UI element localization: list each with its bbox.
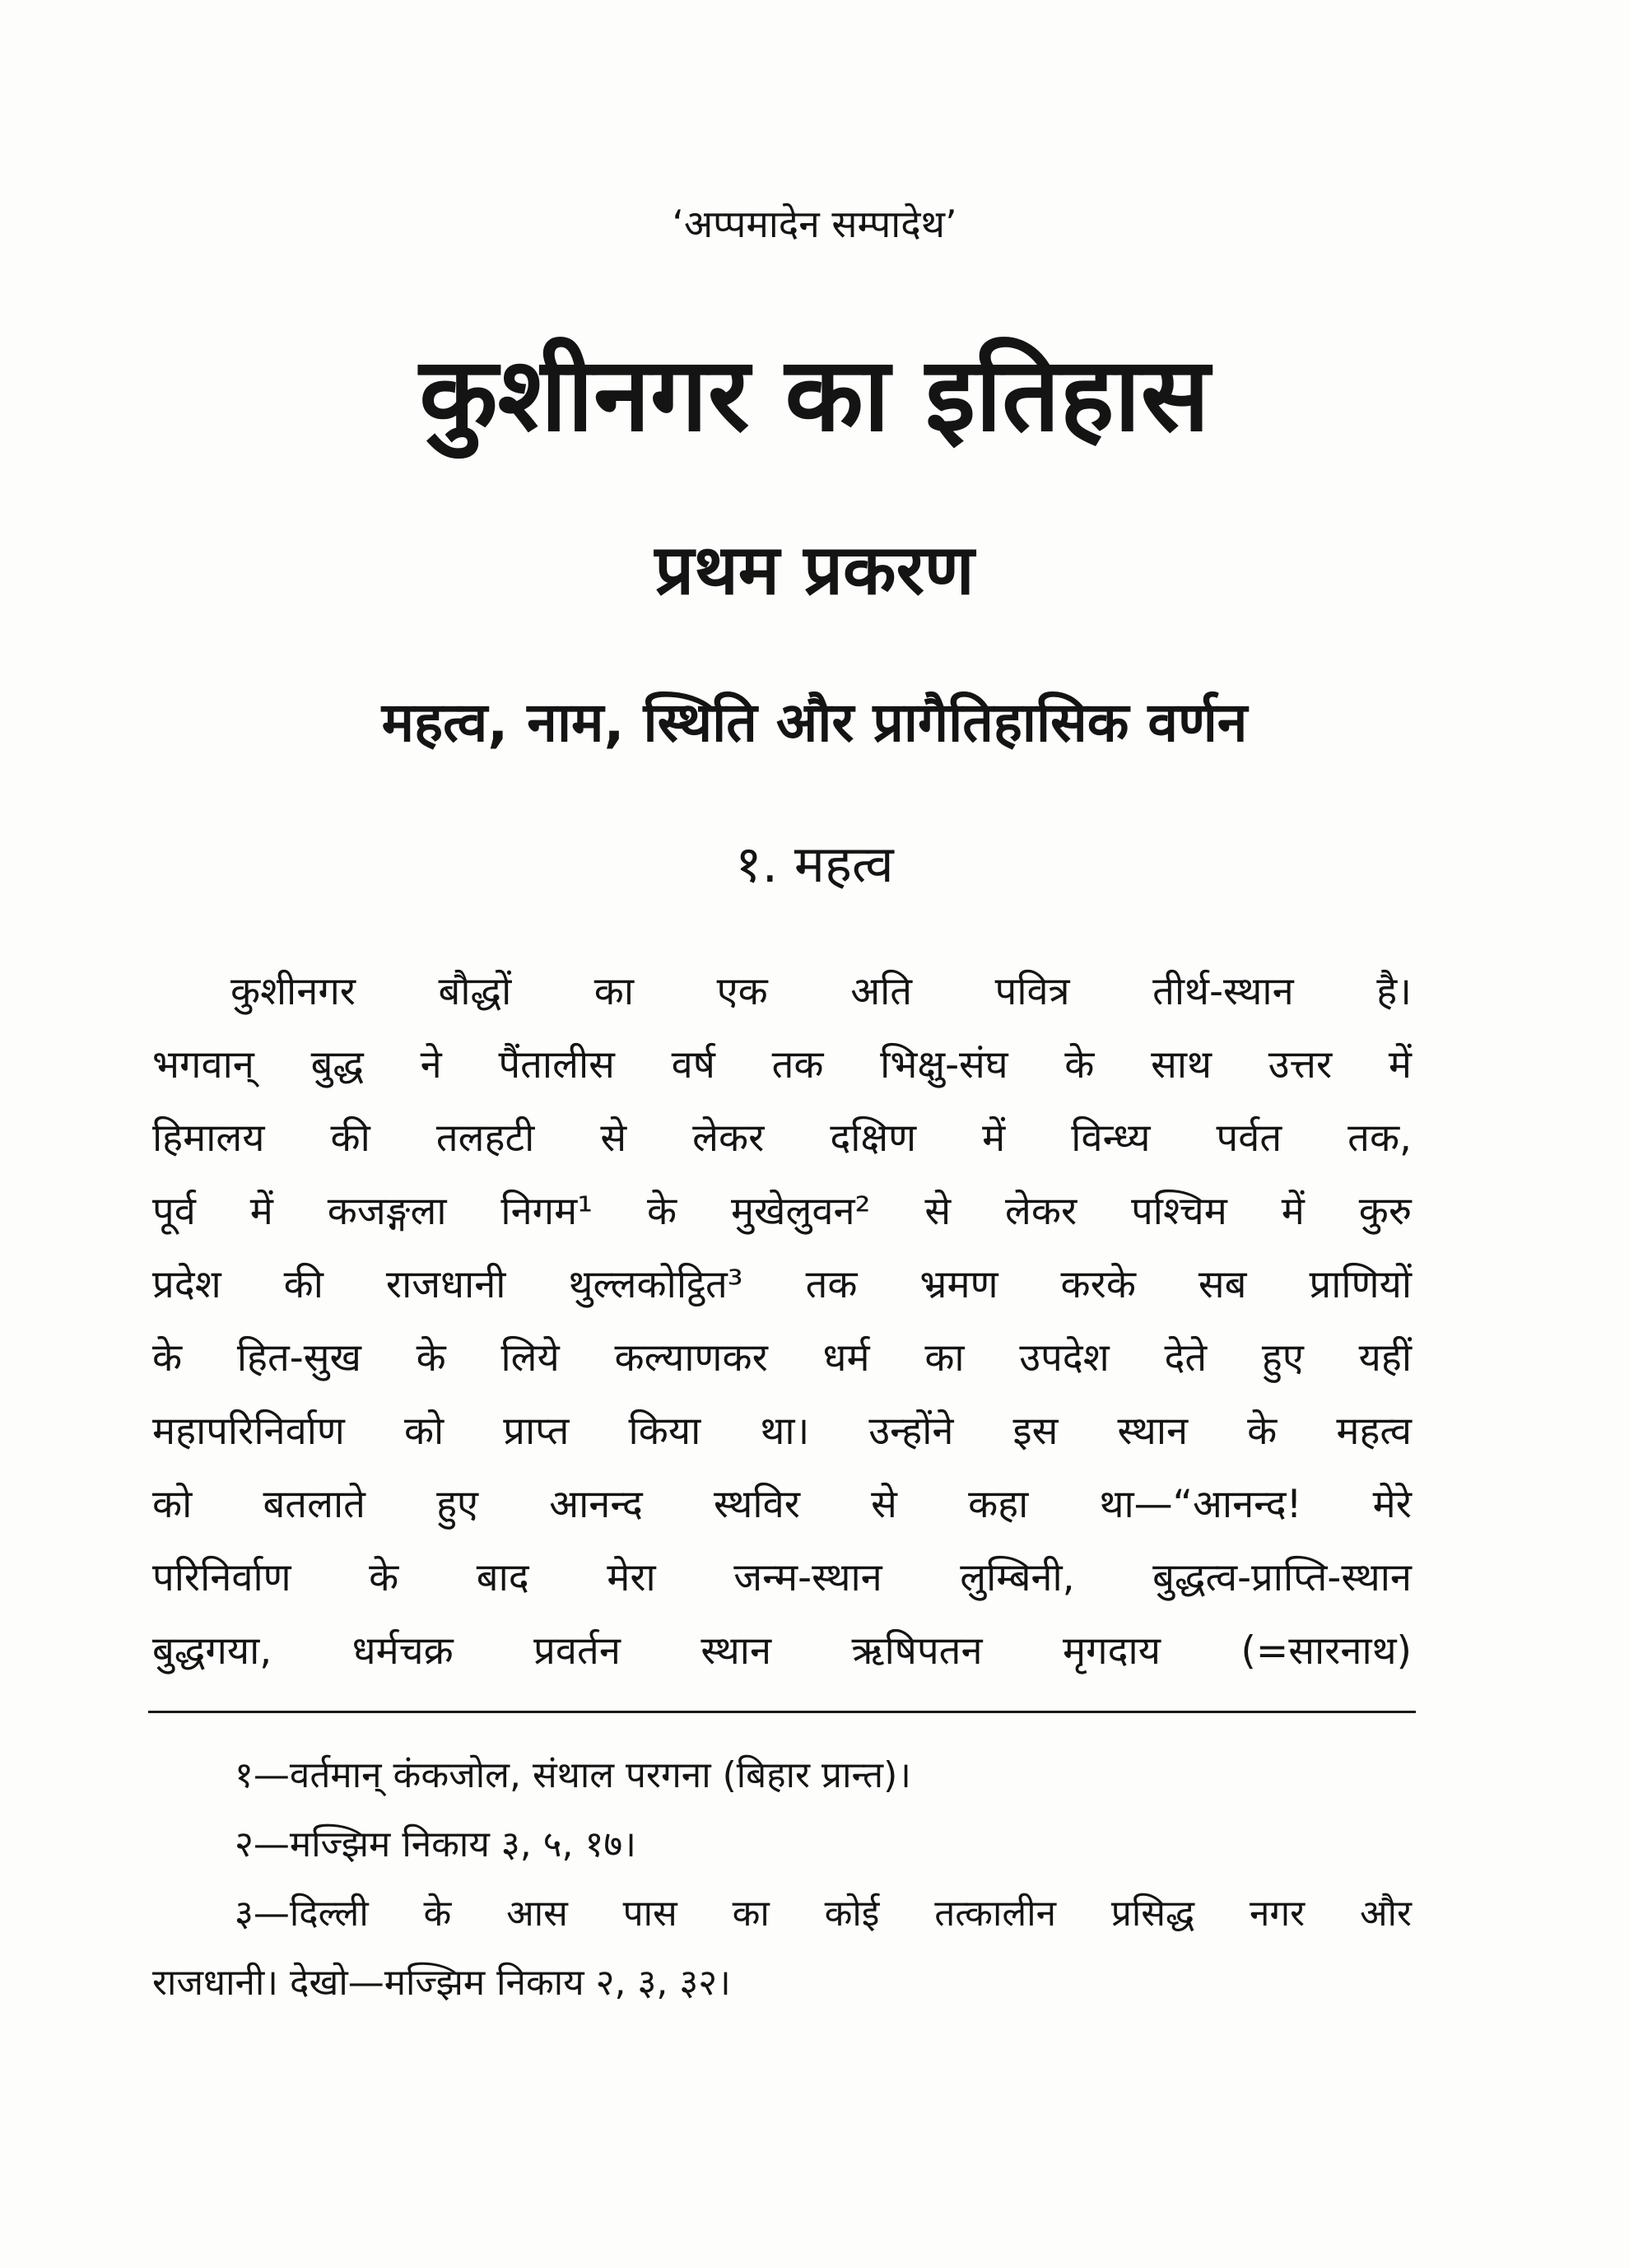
body-line: महापरिनिर्वाण को प्राप्त किया था। उन्होंने इस स्थान के महत्व — [152, 1409, 1412, 1454]
footnote-3-continuation: राजधानी। देखो—मज्झिम निकाय २, ३, ३२। — [152, 1962, 731, 2004]
chapter-subtitle: महत्व, नाम, स्थिति और प्रागैतिहासिक वर्णन — [381, 691, 1248, 754]
footnote-divider — [148, 1711, 1416, 1713]
footnotes — [152, 1741, 1412, 2018]
body-line: परिनिर्वाण के बाद मेरा जन्म-स्थान लुम्बिनी, बुद्धत्व-प्राप्ति-स्थान — [152, 1555, 1412, 1600]
body-line: पूर्व में कजङ्गला निगम¹ के मुखेलुवन² से लेकर पश्चिम में कुरु — [152, 1189, 1412, 1234]
body-paragraph — [152, 955, 1412, 1688]
body-line: को बतलाते हुए आनन्द स्थविर से कहा था—“आनन्द! मेरे — [152, 1482, 1412, 1527]
body-line: प्रदेश की राजधानी थुल्लकोट्ठित³ तक भ्रमण करके सब प्राणियों — [152, 1262, 1412, 1307]
footnote-1: १—वर्तमान् कंकजोल, संथाल परगना (बिहार प्रान्त)। — [235, 1754, 911, 1796]
footnote-3: ३—दिल्ली के आस पास का कोई तत्कालीन प्रसिद्ध नगर और — [235, 1893, 1412, 1935]
page-title: कुशीनगर का इतिहास — [419, 336, 1210, 454]
chapter-heading: प्रथम प्रकरण — [654, 529, 975, 610]
footnote-2: २—मज्झिम निकाय ३, ५, १७। — [235, 1823, 636, 1865]
body-line: कुशीनगर बौद्धों का एक अति पवित्र तीर्थ-स्थान है। — [230, 969, 1412, 1014]
body-line: बुद्धगया, धर्मचक्र प्रवर्तन स्थान ऋषिपतन मृगदाय (=सारनाथ) — [152, 1628, 1412, 1674]
body-line: भगवान् बुद्ध ने पैंतालीस वर्ष तक भिक्षु-संघ के साथ उत्तर में — [152, 1042, 1412, 1087]
motto: ‘अप्पमादेन सम्पादेथ’ — [672, 202, 957, 246]
body-line: हिमालय की तलहटी से लेकर दक्षिण में विन्ध्य पर्वत तक, — [152, 1115, 1412, 1161]
body-line: के हित-सुख के लिये कल्याणकर धर्म का उपदेश देते हुए यहीं — [152, 1335, 1412, 1381]
section-heading: १. महत्व — [735, 834, 894, 894]
